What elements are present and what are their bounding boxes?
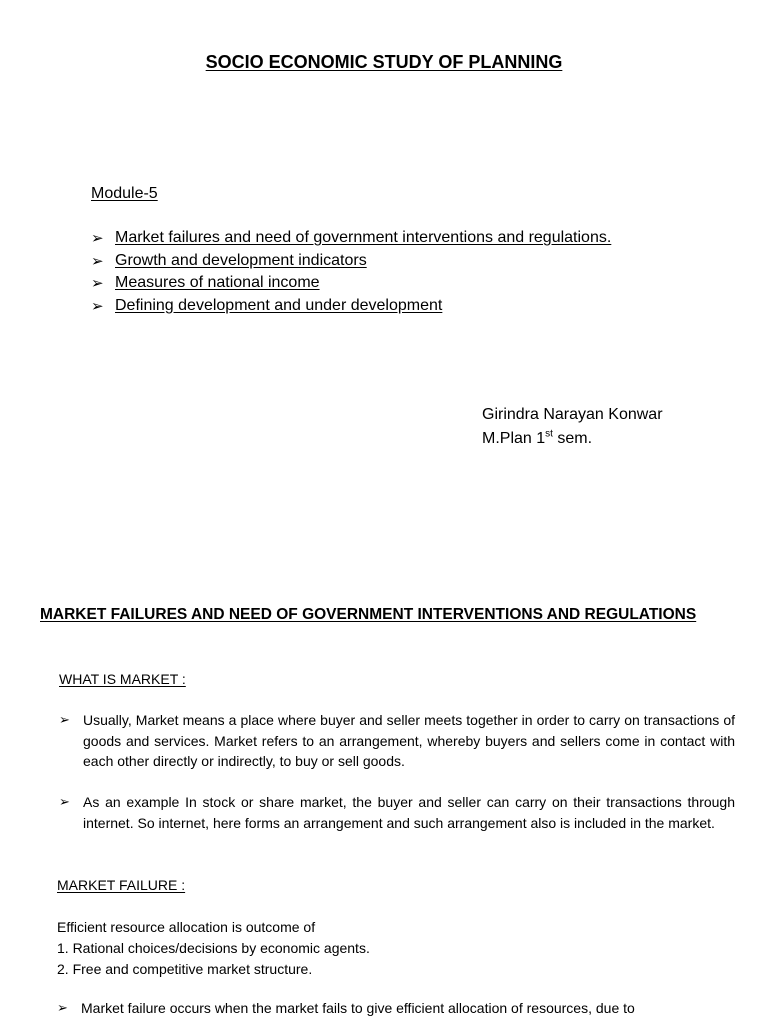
section-title: MARKET FAILURES AND NEED OF GOVERNMENT INTERVENTIONS AND REGULATIONS: [40, 606, 697, 623]
author-name: Girindra Narayan Konwar: [482, 406, 663, 423]
efficient-point-1: 1. Rational choices/decisions by economic agents.: [57, 940, 370, 956]
arrow-bullet-icon: ➢: [91, 252, 104, 270]
topic-text: Measures of national income: [115, 274, 320, 291]
arrow-bullet-icon: ➢: [59, 794, 70, 809]
paragraph-text: Market failure occurs when the market fails to give efficient allocation of resources, due to: [81, 1000, 635, 1016]
efficient-intro: Efficient resource allocation is outcome of: [57, 919, 316, 935]
topic-text: Growth and development indicators: [115, 251, 367, 269]
arrow-bullet-icon: ➢: [57, 1000, 68, 1015]
market-failure-heading: MARKET FAILURE :: [57, 877, 186, 893]
list-item: [57, 998, 735, 1019]
efficient-point-2: 2. Free and competitive market structure.: [57, 961, 313, 977]
arrow-bullet-icon: ➢: [91, 275, 104, 292]
arrow-bullet-icon: ➢: [59, 712, 70, 727]
paragraph-text: Usually, Market means a place where buyer and seller meets together in order to carry on transactions of goods and services. Market refers to an arrangement, whereby buyers and sellers come in contact with each other directly or indirectly, to buy or sell goods.: [83, 712, 735, 769]
topic-text: Market failures and need of government interventions and regulations.: [115, 229, 612, 246]
list-item: [91, 252, 611, 275]
arrow-bullet-icon: ➢: [91, 297, 104, 315]
list-item: [91, 229, 611, 252]
author-course: M.Plan 1st sem.: [482, 428, 593, 447]
what-is-market-heading: WHAT IS MARKET :: [59, 671, 186, 687]
arrow-bullet-icon: ➢: [91, 230, 104, 247]
list-item: [59, 710, 735, 772]
list-item: [59, 792, 735, 833]
paragraph-text: As an example In stock or share market, the buyer and seller can carry on their transactions through internet. So internet, here forms an arrangement and such arrangement also is included in the market.: [83, 794, 735, 831]
module-label: Module-5: [91, 185, 158, 202]
topic-list: [91, 229, 611, 319]
author-block: [482, 403, 663, 451]
list-item: [91, 297, 611, 320]
topic-text: Defining development and under development: [115, 296, 443, 314]
list-item: [91, 274, 611, 297]
document-title: SOCIO ECONOMIC STUDY OF PLANNING: [205, 52, 563, 72]
